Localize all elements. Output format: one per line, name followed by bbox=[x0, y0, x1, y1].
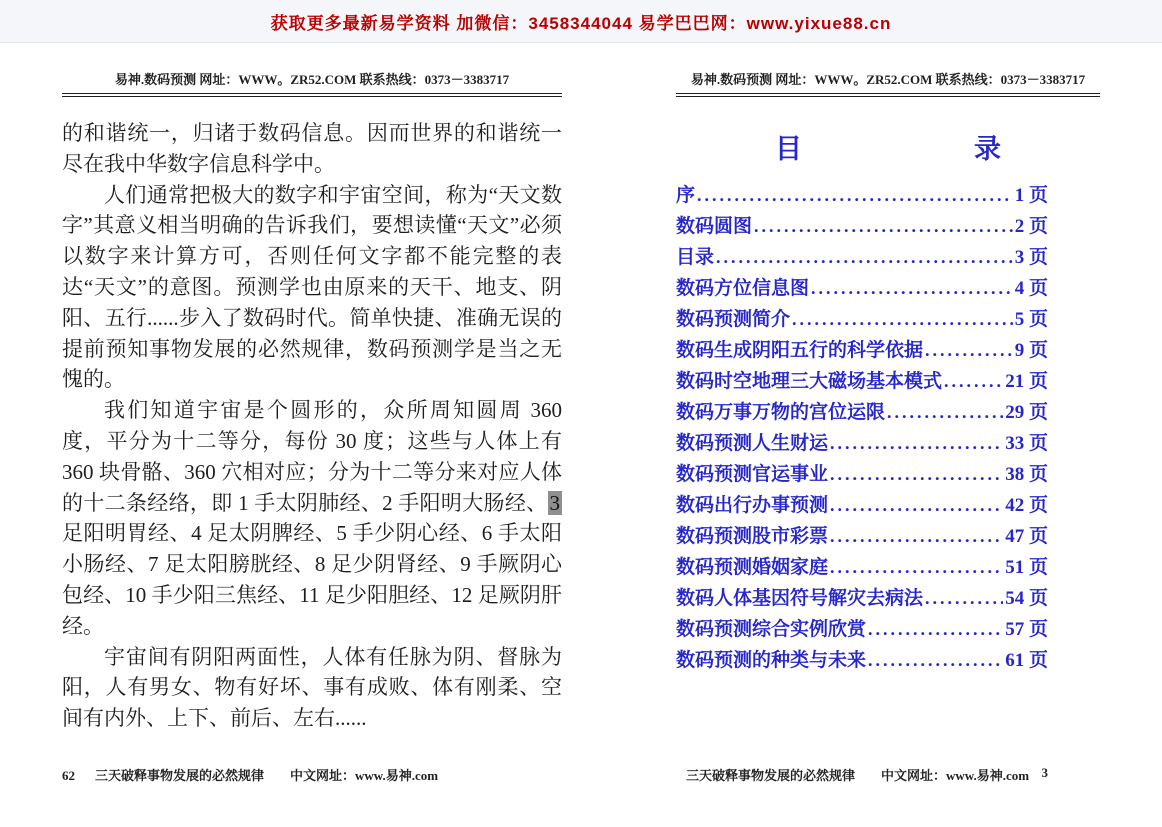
toc-item bbox=[676, 552, 1048, 583]
footer-site-url: 中文网址：www.易神.com bbox=[881, 768, 1030, 783]
toc-item bbox=[676, 366, 1048, 397]
toc-item-title: 数码预测简介 bbox=[676, 309, 791, 330]
toc-leader-dots bbox=[830, 490, 1003, 520]
toc-page-number: 29 页 bbox=[1005, 402, 1048, 423]
toc-item-title: 序 bbox=[676, 185, 696, 206]
paragraph bbox=[62, 395, 562, 641]
toc-item-title: 数码时空地理三大磁场基本模式 bbox=[676, 371, 943, 392]
toc-item-title: 数码预测人生财运 bbox=[676, 433, 829, 454]
paragraph: 宇宙间有阴阳两面性，人体有任脉为阴、督脉为阳，人有男女、物有好坏、事有成败、体有刚柔、空间有内外、上下、前后、左右...... bbox=[62, 644, 562, 731]
toc-item-title: 目录 bbox=[676, 247, 715, 268]
toc-page-number: 54 页 bbox=[1005, 588, 1048, 609]
toc-item-title: 数码人体基因符号解灾去病法 bbox=[676, 588, 924, 609]
right-page bbox=[562, 43, 1100, 827]
toc-page-number: 21 页 bbox=[1005, 371, 1048, 392]
toc-title-char: 录 bbox=[974, 134, 1001, 164]
promo-banner-text: 获取更多最新易学资料 加微信：3458344044 易学巴巴网：www.yixue88.cn bbox=[270, 13, 892, 33]
toc-item-title: 数码预测婚姻家庭 bbox=[676, 557, 829, 578]
toc-page-number: 9 页 bbox=[1014, 340, 1048, 361]
page-spread bbox=[0, 43, 1162, 827]
toc-leader-dots bbox=[697, 180, 1013, 210]
toc-item bbox=[676, 490, 1048, 521]
toc-leader-dots bbox=[830, 459, 1003, 489]
toc-item bbox=[676, 273, 1048, 304]
toc-item-title: 数码预测的种类与未来 bbox=[676, 650, 867, 671]
paragraph-text: 我们知道宇宙是个圆形的，众所周知圆周 360 度，平分为十二等分，每份 30 度；这些与人体上有 360 块骨骼、360 穴相对应；分为十二等分来对应人体的十二条经络，即 1 手太阴肺经、2 手阳明大肠经、 bbox=[62, 398, 562, 515]
toc-item-title: 数码万事万物的宫位运限 bbox=[676, 402, 886, 423]
left-page-header-text: 易神.数码预测 网址：WWW。ZR52.COM 联系热线：0373－3383717 bbox=[114, 72, 510, 87]
toc-item-title: 数码预测官运事业 bbox=[676, 464, 829, 485]
toc-leader-dots bbox=[716, 242, 1013, 272]
toc-page-number: 1 页 bbox=[1014, 185, 1048, 206]
footer-page-number: 3 bbox=[1041, 765, 1048, 780]
toc-list bbox=[676, 180, 1048, 676]
left-page-body bbox=[62, 118, 562, 734]
footer-book-title: 三天破释事物发展的必然规律 bbox=[686, 768, 856, 783]
toc-item bbox=[676, 614, 1048, 645]
footer-book-title: 三天破释事物发展的必然规律 bbox=[95, 768, 265, 783]
paragraph: 人们通常把极大的数字和宇宙空间，称为“天文数字”其意义相当明确的告诉我们，要想读懂“天文”必须以数字来计算方可，否则任何文字都不能完整的表达“天文”的意图。预测学也由原来的天干、地支、阴阳、五行......步入了数码时代。简单快捷、准确无误的提前预知事物发展的必然规律，数码预测学是当之无愧的。 bbox=[62, 182, 562, 392]
toc-page-number: 5 页 bbox=[1014, 309, 1048, 330]
toc-page-number: 47 页 bbox=[1005, 526, 1048, 547]
toc-leader-dots bbox=[944, 366, 1003, 396]
toc-page-number: 3 页 bbox=[1014, 247, 1048, 268]
toc-item bbox=[676, 335, 1048, 366]
toc-item bbox=[676, 304, 1048, 335]
toc-item bbox=[676, 521, 1048, 552]
toc-page-number: 33 页 bbox=[1005, 433, 1048, 454]
toc-item-title: 数码圆图 bbox=[676, 216, 753, 237]
toc-item bbox=[676, 211, 1048, 242]
toc-leader-dots bbox=[830, 521, 1003, 551]
left-page bbox=[0, 43, 562, 827]
footer-site-url: 中文网址：www.易神.com bbox=[290, 768, 439, 783]
right-page-header-text: 易神.数码预测 网址：WWW。ZR52.COM 联系热线：0373－3383717 bbox=[690, 72, 1086, 87]
toc-page-number: 57 页 bbox=[1005, 619, 1048, 640]
toc-page-number: 61 页 bbox=[1005, 650, 1048, 671]
left-page-header bbox=[62, 69, 562, 97]
toc-item bbox=[676, 459, 1048, 490]
footer-page-number: 62 bbox=[62, 768, 75, 783]
toc-page-number: 51 页 bbox=[1005, 557, 1048, 578]
toc-leader-dots bbox=[754, 211, 1013, 241]
toc-leader-dots bbox=[887, 397, 1003, 427]
toc-leader-dots bbox=[925, 335, 1013, 365]
right-page-header bbox=[676, 69, 1100, 97]
toc-page-number: 42 页 bbox=[1005, 495, 1048, 516]
toc-item-title: 数码方位信息图 bbox=[676, 278, 810, 299]
toc-leader-dots bbox=[830, 428, 1003, 458]
toc-item bbox=[676, 645, 1048, 676]
toc-leader-dots bbox=[868, 614, 1003, 644]
toc-item-title: 数码预测股市彩票 bbox=[676, 526, 829, 547]
toc-item-title: 数码预测综合实例欣赏 bbox=[676, 619, 867, 640]
toc-item bbox=[676, 583, 1048, 614]
highlighted-text: 3 bbox=[549, 490, 560, 515]
toc-item-title: 数码出行办事预测 bbox=[676, 495, 829, 516]
toc-item bbox=[676, 242, 1048, 273]
toc-title-char: 目 bbox=[775, 134, 802, 164]
toc-leader-dots bbox=[925, 583, 1003, 613]
toc-item bbox=[676, 180, 1048, 211]
toc-leader-dots bbox=[830, 552, 1003, 582]
toc-title bbox=[676, 127, 1100, 166]
toc-page-number: 38 页 bbox=[1005, 464, 1048, 485]
toc-leader-dots bbox=[811, 273, 1013, 303]
toc-page-number: 2 页 bbox=[1014, 216, 1048, 237]
toc-leader-dots bbox=[868, 645, 1003, 675]
toc-leader-dots bbox=[792, 304, 1013, 334]
toc-page-number: 4 页 bbox=[1014, 278, 1048, 299]
left-page-footer bbox=[62, 765, 438, 784]
toc-item bbox=[676, 428, 1048, 459]
paragraph: 的和谐统一，归诸于数码信息。因而世界的和谐统一尽在我中华数字信息科学中。 bbox=[62, 121, 562, 176]
toc-item bbox=[676, 397, 1048, 428]
toc-item-title: 数码生成阴阳五行的科学依据 bbox=[676, 340, 924, 361]
promo-banner bbox=[0, 0, 1162, 43]
paragraph-text: 足阳明胃经、4 足太阴脾经、5 手少阴心经、6 手太阳小肠经、7 足太阳膀胱经、8 足少阴肾经、9 手厥阴心包经、10 手少阳三焦经、11 足少阳胆经、12 足厥阴肝经。 bbox=[62, 521, 562, 638]
right-page-footer bbox=[676, 765, 1100, 784]
